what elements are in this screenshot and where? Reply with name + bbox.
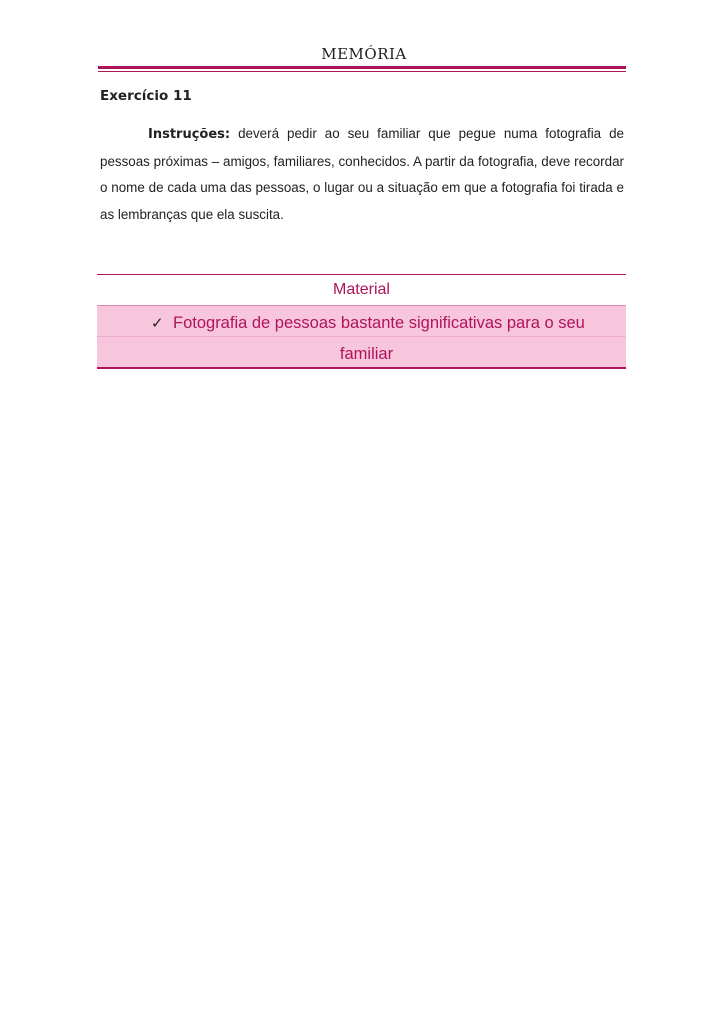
material-item-text-1: Fotografia de pessoas bastante significativas para o seu bbox=[173, 314, 585, 332]
instructions-text: deverá pedir ao seu familiar que pegue numa fotografia de pessoas próximas – amigos, familiares, conhecidos. A partir da fotografia, deve recordar o nome de cada uma das pessoas, o lugar ou a situação em que a fotografia foi tirada e as lembranças que ela suscita. bbox=[100, 126, 624, 222]
material-table bbox=[97, 274, 626, 369]
material-item-line-1 bbox=[97, 308, 626, 339]
page-header-title: MEMÓRIA bbox=[321, 45, 407, 63]
material-item-text-2: familiar bbox=[339, 345, 394, 363]
instructions-label: Instruções: bbox=[148, 127, 231, 142]
exercise-title: Exercício 11 bbox=[100, 88, 192, 104]
material-list-item bbox=[97, 308, 626, 370]
material-row bbox=[97, 306, 626, 367]
header-rule bbox=[98, 66, 626, 69]
header-rule-thin bbox=[98, 71, 626, 72]
instructions-paragraph bbox=[100, 121, 624, 228]
checkmark-icon: ✓ bbox=[151, 314, 164, 332]
material-heading: Material bbox=[97, 275, 626, 306]
